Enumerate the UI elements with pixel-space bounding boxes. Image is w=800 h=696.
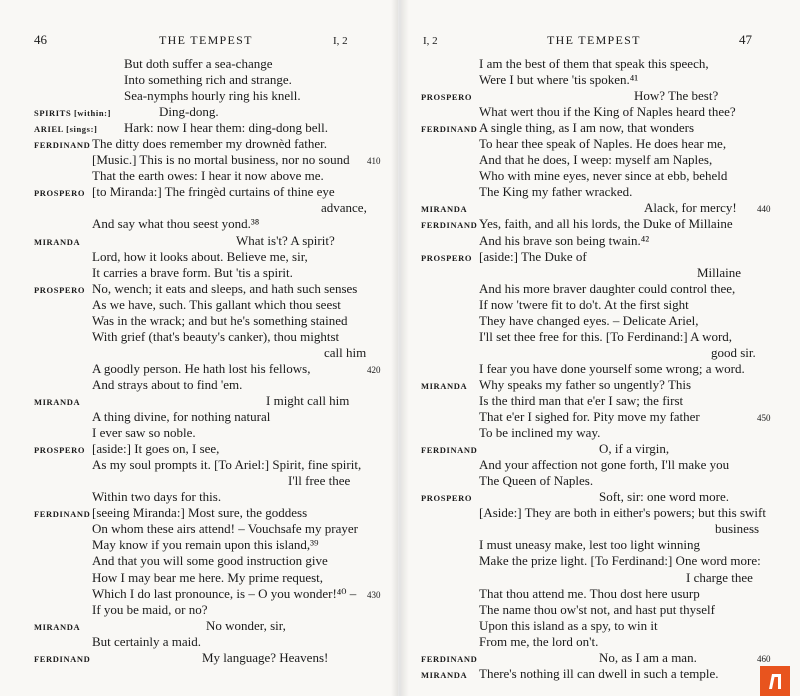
verse-line-text: I charge thee xyxy=(686,569,753,585)
verse-line-text: No, wench; it eats and sleeps, and hath such senses xyxy=(92,280,358,296)
running-title: THE TEMPEST xyxy=(547,33,641,47)
verse-line xyxy=(34,634,388,650)
verse-line-text: Is the third man that e'er I saw; the first xyxy=(479,392,684,408)
verse-line-text: With grief (that's beauty's canker), thou mightst xyxy=(92,328,340,344)
verse-line xyxy=(34,377,388,393)
verse-line-text: Soft, sir: one word more. xyxy=(599,489,729,505)
verse-line-text: Millaine xyxy=(697,264,742,280)
verse-line-text: A goodly person. He hath lost his fellows, xyxy=(92,360,311,376)
verse-line-text: I am the best of them that speak this speech, xyxy=(479,56,709,71)
line-number: 440 xyxy=(757,204,771,215)
verse-line-text: Lord, how it looks about. Believe me, sir, xyxy=(92,248,308,264)
verse-line xyxy=(34,618,388,634)
speaker-name: MIRANDA xyxy=(34,396,81,407)
verse-line-text: The name thou ow'st not, and hast put thyself xyxy=(479,601,715,617)
verse-line-text: [aside:] The Duke of xyxy=(479,248,587,264)
line-number: 460 xyxy=(757,653,771,664)
verse-line xyxy=(421,393,777,409)
verse-line xyxy=(421,200,777,216)
verse-line xyxy=(34,168,388,184)
speaker-name: MIRANDA xyxy=(34,236,81,247)
verse-line xyxy=(34,505,388,521)
verse-line xyxy=(421,104,777,120)
speaker-name: FERDINAND xyxy=(421,124,478,135)
verse-line xyxy=(421,650,777,666)
verse-line-text: advance, xyxy=(321,200,367,216)
verse-line-text: Hark: now I hear them: ding-dong bell. xyxy=(124,120,328,136)
verse-line-text: The King my father wracked. xyxy=(479,184,633,200)
line-number: 450 xyxy=(757,413,771,424)
verse-line xyxy=(34,152,388,168)
verse-line xyxy=(421,409,777,425)
verse-line xyxy=(34,570,388,586)
verse-line-text: But doth suffer a sea-change xyxy=(124,56,273,71)
verse-line xyxy=(421,249,777,265)
verse-line-text: A single thing, as I am now, that wonders xyxy=(479,120,695,136)
verse-text xyxy=(421,56,777,682)
verse-line xyxy=(34,313,388,329)
line-number: 430 xyxy=(367,589,381,600)
verse-line xyxy=(421,297,777,313)
speaker-name: FERDINAND xyxy=(34,509,91,520)
verse-line xyxy=(421,168,777,184)
verse-line-text: Who with mine eyes, never since at ebb, beheld xyxy=(479,168,728,184)
verse-line-text: I'll free thee xyxy=(288,473,351,489)
line-number: 410 xyxy=(367,156,381,167)
verse-line-text: They have changed eyes. – Delicate Ariel, xyxy=(479,312,699,328)
running-title: THE TEMPEST xyxy=(159,33,253,47)
verse-line-text: I ever saw so noble. xyxy=(92,425,196,441)
verse-line xyxy=(421,377,777,393)
verse-line xyxy=(34,184,388,200)
verse-line-text: And his more braver daughter could control thee, xyxy=(479,280,736,296)
verse-line xyxy=(421,216,777,232)
verse-line-text: Which I do last pronounce, is – O you wonder!⁴⁰ – xyxy=(92,585,357,601)
verse-line xyxy=(421,56,777,72)
speaker-name: PROSPERO xyxy=(34,284,86,295)
verse-line-text: O, if a virgin, xyxy=(599,441,670,457)
verse-line xyxy=(421,425,777,441)
verse-line-text: [Music.] This is no mortal business, nor no sound xyxy=(92,152,350,168)
verse-line-text: That thou attend me. Thou dost here usurp xyxy=(479,585,700,601)
verse-line-text: That e'er I sighed for. Pity move my father xyxy=(479,409,700,425)
verse-line-text: That the earth owes: I hear it now above me. xyxy=(92,168,324,184)
verse-line xyxy=(421,666,777,682)
verse-line xyxy=(34,521,388,537)
verse-line xyxy=(34,297,388,313)
verse-line xyxy=(421,329,777,345)
verse-line-text: I'll set thee free for this. [To Ferdinand:] A word, xyxy=(479,328,733,344)
verse-line-text: good sir. xyxy=(711,344,756,360)
speaker-name: MIRANDA xyxy=(421,669,468,680)
verse-line xyxy=(34,136,388,152)
verse-line xyxy=(421,521,777,537)
verse-line-text: A thing divine, for nothing natural xyxy=(92,409,271,425)
verse-line-text: There's nothing ill can dwell in such a temple. xyxy=(479,665,719,681)
verse-line xyxy=(34,409,388,425)
verse-line xyxy=(34,489,388,505)
verse-line xyxy=(34,602,388,618)
verse-line xyxy=(421,152,777,168)
speaker-name: MIRANDA xyxy=(421,204,468,215)
speaker-name: PROSPERO xyxy=(34,188,86,199)
verse-line-text: Why speaks my father so ungently? This xyxy=(479,376,692,392)
verse-line xyxy=(34,473,388,489)
speaker-name: MIRANDA xyxy=(421,380,468,391)
verse-line-text: [to Miranda:] The fringèd curtains of thine eye xyxy=(92,184,335,200)
verse-line xyxy=(34,88,388,104)
speaker-name: SPIRITS [within:] xyxy=(34,108,112,119)
verse-line xyxy=(34,104,388,120)
verse-line-text: Yes, faith, and all his lords, the Duke of Millaine xyxy=(479,216,733,232)
verse-line-text: On whom these airs attend! – Vouchsafe my prayer xyxy=(92,521,358,537)
verse-line-text: And your affection not gone forth, I'll make you xyxy=(479,457,730,473)
verse-line xyxy=(421,457,777,473)
verse-line xyxy=(34,361,388,377)
verse-line xyxy=(34,72,388,88)
verse-line xyxy=(421,281,777,297)
verse-line-text: It carries a brave form. But 'tis a spirit. xyxy=(92,264,293,280)
verse-line-text: What is't? A spirit? xyxy=(236,232,335,248)
verse-line-text: No, as I am a man. xyxy=(599,649,697,665)
verse-line xyxy=(421,473,777,489)
verse-line-text: My language? Heavens! xyxy=(202,649,329,665)
verse-line xyxy=(421,441,777,457)
verse-line xyxy=(34,425,388,441)
verse-line xyxy=(34,441,388,457)
verse-line-text: May know if you remain upon this island,³⁹ xyxy=(92,537,319,553)
verse-line xyxy=(421,72,777,88)
verse-line xyxy=(34,216,388,232)
verse-line xyxy=(421,233,777,249)
verse-line xyxy=(34,537,388,553)
verse-line-text: I must uneasy make, lest too light winning xyxy=(479,537,700,553)
verse-line-text: How? The best? xyxy=(634,88,719,104)
speaker-name: FERDINAND xyxy=(34,140,91,151)
speaker-name: FERDINAND xyxy=(34,653,91,664)
verse-line-text: And strays about to find 'em. xyxy=(92,376,243,392)
verse-line xyxy=(421,618,777,634)
speaker-name: FERDINAND xyxy=(421,653,478,664)
verse-line-text: No wonder, sir, xyxy=(206,617,286,633)
verse-line-text: To be inclined my way. xyxy=(479,425,601,441)
verse-line-text: Upon this island as a spy, to win it xyxy=(479,617,658,633)
publisher-logo xyxy=(760,666,790,696)
speaker-name: PROSPERO xyxy=(421,493,473,504)
speaker-name: ARIEL [sings:] xyxy=(34,124,98,135)
verse-line xyxy=(34,393,388,409)
verse-line xyxy=(34,233,388,249)
verse-line xyxy=(421,586,777,602)
verse-line xyxy=(421,553,777,569)
verse-line-text: If you be maid, or no? xyxy=(92,601,208,617)
verse-line-text: business xyxy=(715,521,760,537)
verse-line-text: Were I but where 'tis spoken.⁴¹ xyxy=(479,72,639,88)
verse-line xyxy=(34,457,388,473)
verse-line xyxy=(34,345,388,361)
page-number: 46 xyxy=(34,32,47,47)
right-page xyxy=(401,0,800,696)
verse-line-text: [Aside:] They are both in either's powers; but this swift xyxy=(479,505,766,521)
verse-line-text: [seeing Miranda:] Most sure, the goddess xyxy=(92,505,308,521)
verse-line-text: As my soul prompts it. [To Ariel:] Spirit, fine spirit, xyxy=(92,457,362,473)
verse-text xyxy=(34,56,388,666)
verse-line xyxy=(34,553,388,569)
speaker-name: FERDINAND xyxy=(421,445,478,456)
verse-line xyxy=(421,570,777,586)
verse-line xyxy=(421,537,777,553)
verse-line xyxy=(34,586,388,602)
verse-line xyxy=(34,120,388,136)
speaker-name: MIRANDA xyxy=(34,621,81,632)
verse-line-text: Ding-dong. xyxy=(159,104,219,120)
verse-line-text: As we have, such. This gallant which thou seest xyxy=(92,296,341,312)
verse-line-text: And that you will some good instruction give xyxy=(92,553,328,569)
verse-line xyxy=(421,120,777,136)
verse-line-text: Into something rich and strange. xyxy=(124,72,292,88)
verse-line xyxy=(421,602,777,618)
speaker-name: FERDINAND xyxy=(421,220,478,231)
verse-line-text: But certainly a maid. xyxy=(92,633,202,649)
act-scene-reference: I, 2 xyxy=(333,35,348,47)
verse-line xyxy=(34,281,388,297)
verse-line xyxy=(34,200,388,216)
verse-line-text: Alack, for mercy! xyxy=(644,200,737,216)
verse-line xyxy=(421,361,777,377)
verse-line xyxy=(34,650,388,666)
verse-line-text: If now 'twere fit to do't. At the first sight xyxy=(479,296,689,312)
verse-line-text: I might call him xyxy=(266,392,350,408)
verse-line-text: And that he does, I weep: myself am Naples, xyxy=(479,152,713,168)
verse-line xyxy=(421,489,777,505)
verse-line xyxy=(421,88,777,104)
verse-line-text: And his brave son being twain.⁴² xyxy=(479,232,650,248)
verse-line-text: call him xyxy=(324,344,367,360)
verse-line-text: I fear you have done yourself some wrong; a word. xyxy=(479,360,745,376)
verse-line xyxy=(421,505,777,521)
verse-line xyxy=(34,56,388,72)
verse-line-text: How I may bear me here. My prime request, xyxy=(92,569,324,585)
verse-line-text: To hear thee speak of Naples. He does hear me, xyxy=(479,136,727,152)
speaker-name: PROSPERO xyxy=(421,92,473,103)
verse-line xyxy=(421,136,777,152)
verse-line xyxy=(34,249,388,265)
act-scene-reference: I, 2 xyxy=(423,35,438,47)
verse-line xyxy=(421,265,777,281)
verse-line-text: Sea-nymphs hourly ring his knell. xyxy=(124,88,301,104)
book-gutter xyxy=(391,0,409,696)
verse-line-text: Within two days for this. xyxy=(92,489,222,505)
speaker-name: PROSPERO xyxy=(421,252,473,263)
verse-line-text: The ditty does remember my drownèd father. xyxy=(92,136,328,152)
verse-line xyxy=(421,634,777,650)
page-number: 47 xyxy=(739,32,752,47)
verse-line-text: [aside:] It goes on, I see, xyxy=(92,441,220,457)
verse-line xyxy=(34,265,388,281)
verse-line-text: What wert thou if the King of Naples heard thee? xyxy=(479,104,736,120)
verse-line-text: And say what thou seest yond.³⁸ xyxy=(92,216,260,232)
verse-line xyxy=(34,329,388,345)
verse-line-text: Was in the wrack; and but he's something stained xyxy=(92,312,348,328)
left-page xyxy=(0,0,398,696)
verse-line-text: The Queen of Naples. xyxy=(479,473,594,489)
verse-line xyxy=(421,345,777,361)
verse-line xyxy=(421,313,777,329)
verse-line xyxy=(421,184,777,200)
verse-line-text: From me, the lord on't. xyxy=(479,633,599,649)
speaker-name: PROSPERO xyxy=(34,445,86,456)
line-number: 420 xyxy=(367,364,381,375)
verse-line-text: Make the prize light. [To Ferdinand:] One word more: xyxy=(479,553,761,569)
